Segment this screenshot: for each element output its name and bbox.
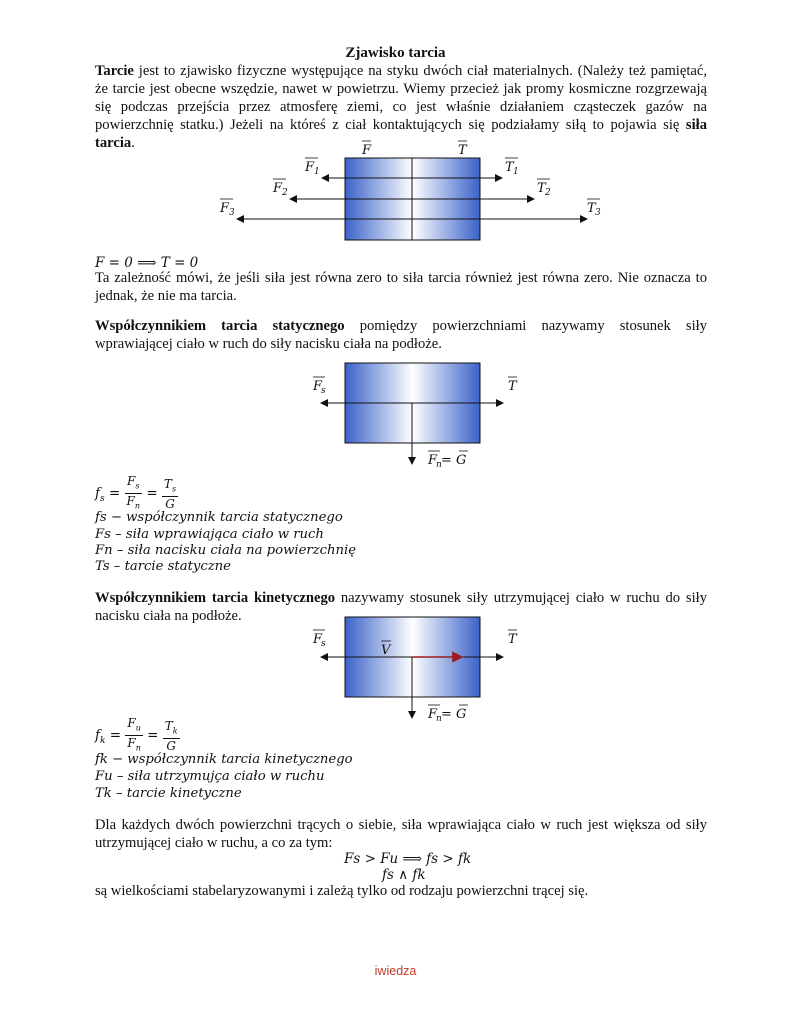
- term-kinetic: Współczynnikiem tarcia kinetycznego: [95, 590, 336, 606]
- label-fs-kinetic-sub: s: [321, 639, 326, 649]
- fs-lhs: f: [95, 485, 100, 502]
- k-frac-num: F: [127, 716, 136, 730]
- intro-text: jest to zjawisko fizyczne występujące na styku dwóch ciał materialnych. (Należy też pamiętać, że tarcie jest obecne wszędzie, nawet w powietrzu. Wiemy przecież jak promy kosmiczne rozgrzewają się podczas przejścia przez atmosferę ziemi, co jest właśnie działaniem cząsteczek gazów na powierzchnię statku.) Jeżeli na któreś z ciał kontaktujących się podziałamy siłą to pojawia się: [95, 63, 707, 133]
- k-frac-den-sub: n: [135, 743, 141, 753]
- k-frac2-num-sub: k: [172, 726, 178, 736]
- term-sila-tarcia: siła tarcia: [95, 117, 707, 151]
- label-fn-kinetic: F: [428, 707, 438, 722]
- label-t2-sub: 2: [545, 188, 551, 198]
- label-f3-sub: 3: [229, 208, 235, 218]
- label-f2: F: [273, 181, 283, 196]
- kinetic-paragraph: [95, 589, 707, 625]
- label-fn-static: F: [428, 453, 438, 468]
- frac-num: F: [127, 474, 136, 488]
- diagram-static-friction: [312, 363, 518, 470]
- label-f2-sub: 2: [282, 188, 288, 198]
- frac2-num-sub: s: [171, 484, 177, 494]
- formula-kinetic: $f_k$ = $\frac{F_u}{F_n}$ = $\frac{T_k}{G}$: [95, 716, 180, 756]
- zero-explanation: Ta zależność mówi, że jeśli siła jest równa zero to siła tarcia również jest równa zero. Nie oznacza to jednak, że nie ma tarcia.: [95, 270, 707, 304]
- frac2-num: T: [163, 476, 172, 491]
- label-f1-sub: 1: [314, 167, 320, 177]
- label-t1: T: [505, 160, 514, 175]
- fraction-fs-fn: [125, 474, 142, 514]
- label-fs-static: F: [313, 379, 323, 394]
- def-static-0: fs − współczynnik tarcia statycznego: [95, 510, 343, 525]
- fraction-fu-fn: [125, 716, 142, 756]
- inequality: Fs > Fu ⟹ fs > fk: [344, 851, 472, 867]
- label-f3: F: [220, 201, 230, 216]
- static-paragraph: [95, 317, 707, 353]
- def-static-2: Fn – siła nacisku ciała na powierzchnię: [95, 543, 357, 558]
- label-fn-kinetic-sub: n: [436, 714, 442, 724]
- label-fs-static-sub: s: [321, 386, 326, 396]
- intro-end: .: [131, 135, 135, 151]
- conclusion-paragraph: Dla każdych dwóch powierzchni trących o siebie, siła wprawiająca ciało w ruch jest większa od siły utrzymującej ciało w ruchu, a co za tym:: [95, 817, 707, 851]
- and-expression: fs ∧ fk: [382, 867, 426, 883]
- label-top-t: T: [458, 143, 467, 158]
- label-fn-eq-kinetic: = G: [441, 707, 467, 722]
- def-kinetic-1: Fu – siła utrzymujça ciało w ruchu: [95, 769, 325, 784]
- k-frac-num-sub: u: [135, 723, 141, 733]
- label-t1-sub: 1: [513, 167, 519, 177]
- footer-brand: iwiedza: [374, 964, 417, 978]
- static-text: pomiędzy powierzchniami nazywamy stosunek siły wprawiającej ciało w ruch do siły nacisku ciała na podłoże.: [95, 318, 707, 352]
- formula-static: $f_s$ = $\frac{F_s}{F_n}$ = $\frac{T_s}{G}$: [95, 474, 178, 514]
- fraction-tk-g: [163, 719, 180, 753]
- kinetic-text: nazywamy stosunek siły utrzymującej ciało w ruchu do siły nacisku ciała na podłoże.: [95, 590, 707, 624]
- conclusion-end: są wielkościami stabelaryzowanymi i zależą tylko od rodzaju powierzchni trącej się.: [95, 883, 589, 899]
- def-static-1: Fs – siła wprawiająca ciało w ruch: [95, 527, 324, 542]
- label-fn-eq-static: = G: [441, 453, 467, 468]
- label-t2: T: [537, 181, 546, 196]
- diagram-friction-forces: [219, 141, 601, 240]
- label-t3: T: [587, 201, 596, 216]
- term-tarcie: Tarcie: [95, 63, 134, 79]
- label-t-static: T: [508, 379, 517, 394]
- term-static: Współczynnikiem tarcia statycznego: [95, 318, 345, 334]
- label-t3-sub: 3: [595, 208, 601, 218]
- frac-den-sub: n: [134, 501, 141, 511]
- frac-num-sub: s: [135, 481, 140, 491]
- frac2-den: G: [165, 497, 175, 512]
- def-static-3: Ts – tarcie statyczne: [95, 559, 231, 574]
- def-kinetic-0: fk − współczynnik tarcia kinetycznego: [95, 752, 353, 767]
- fraction-ts-g: [162, 477, 178, 511]
- label-top-f: F: [362, 143, 372, 158]
- fs-lhs-sub: s: [100, 494, 105, 505]
- k-frac-den: F: [127, 736, 136, 751]
- label-fs-kinetic: F: [313, 632, 323, 647]
- k-frac2-num: T: [164, 718, 173, 733]
- equation-zero: F = 0 ⟹ T = 0: [95, 255, 199, 271]
- label-fn-static-sub: n: [436, 460, 442, 470]
- label-velocity: V: [381, 643, 391, 658]
- def-kinetic-2: Tk – tarcie kinetyczne: [95, 786, 242, 801]
- diagram-kinetic-friction: [312, 617, 518, 724]
- label-f1: F: [305, 160, 315, 175]
- fk-lhs-sub: k: [100, 736, 106, 747]
- page-title: Zjawisko tarcia: [345, 45, 446, 61]
- label-t-kinetic: T: [508, 632, 517, 647]
- frac-den: F: [126, 494, 135, 509]
- fk-lhs: f: [95, 727, 100, 744]
- k-frac2-den: G: [166, 739, 176, 754]
